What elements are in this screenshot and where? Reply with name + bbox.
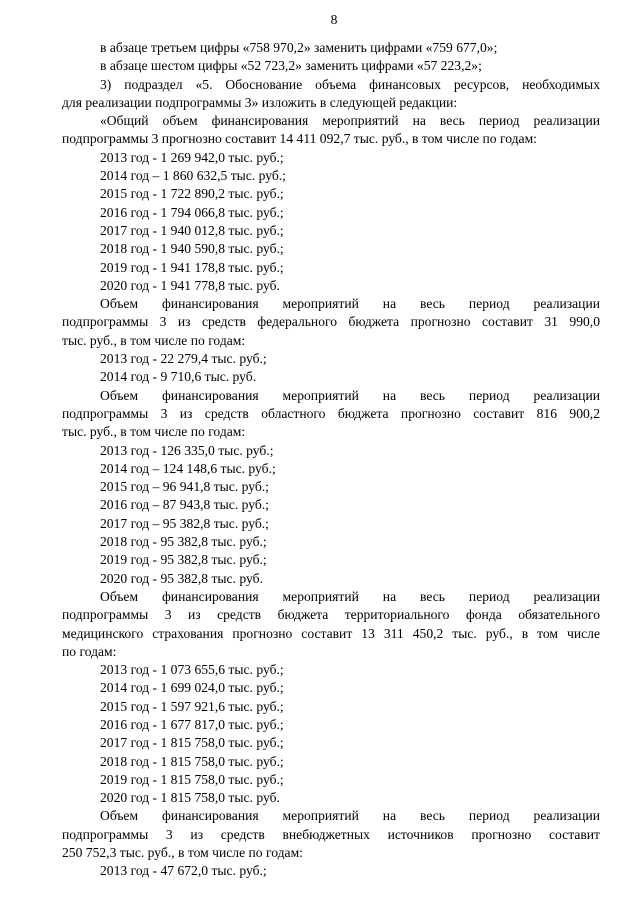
federal-line-2: подпрограммы 3 из средств федерального бюджета прогнозно составит 31 990,0 — [62, 314, 600, 330]
tfoms-year-2020: 2020 год - 1 815 758,0 тыс. руб. — [100, 790, 280, 806]
total-year-2019: 2019 год - 1 941 178,8 тыс. руб.; — [100, 259, 284, 275]
tfoms-line-1: Объем финансирования мероприятий на весь период реализации — [100, 588, 600, 604]
federal-line-3: тыс. руб., в том числе по годам: — [62, 332, 246, 348]
tfoms-year-2018: 2018 год - 1 815 758,0 тыс. руб.; — [100, 753, 284, 769]
amend-line-2: в абзаце шестом цифры «52 723,2» заменить цифрами «57 223,2»; — [100, 58, 482, 74]
document-page — [62, 0, 600, 881]
tfoms-line-2: подпрограммы 3 из средств бюджета территориального фонда обязательного — [62, 607, 600, 623]
tfoms-year-2013: 2013 год - 1 073 655,6 тыс. руб.; — [100, 662, 284, 678]
total-years-list — [62, 149, 600, 295]
regional-year-2019: 2019 год - 95 382,8 тыс. руб.; — [100, 552, 267, 568]
federal-years-list — [62, 350, 600, 387]
total-year-2013: 2013 год - 1 269 942,0 тыс. руб.; — [100, 149, 284, 165]
tfoms-year-2015: 2015 год - 1 597 921,6 тыс. руб.; — [100, 698, 284, 714]
subsection-line-1: 3) подраздел «5. Обоснование объема финансовых ресурсов, необходимых — [100, 76, 600, 92]
regional-year-2020: 2020 год - 95 382,8 тыс. руб. — [100, 570, 263, 586]
total-line-1: «Общий объем финансирования мероприятий на весь период реализации — [100, 113, 600, 129]
regional-year-2013: 2013 год - 126 335,0 тыс. руб.; — [100, 442, 274, 458]
total-year-2017: 2017 год - 1 940 012,8 тыс. руб.; — [100, 222, 284, 238]
regional-year-2015: 2015 год – 96 941,8 тыс. руб.; — [100, 479, 269, 495]
tfoms-years-list — [62, 661, 600, 807]
total-year-2020: 2020 год - 1 941 778,8 тыс. руб. — [100, 277, 280, 293]
regional-years-list — [62, 442, 600, 588]
regional-year-2018: 2018 год - 95 382,8 тыс. руб.; — [100, 534, 267, 550]
tfoms-year-2019: 2019 год - 1 815 758,0 тыс. руб.; — [100, 771, 284, 787]
extra-line-3: 250 752,3 тыс. руб., в том числе по годам: — [62, 845, 303, 861]
regional-line-1: Объем финансирования мероприятий на весь период реализации — [100, 387, 600, 403]
extra-years-list — [62, 862, 600, 880]
extra-line-2: подпрограммы 3 из средств внебюджетных источников прогнозно составит — [62, 826, 600, 842]
federal-year-2013: 2013 год - 22 279,4 тыс. руб.; — [100, 351, 267, 367]
total-year-2014: 2014 год – 1 860 632,5 тыс. руб.; — [100, 168, 286, 184]
amend-line-1: в абзаце третьем цифры «758 970,2» заменить цифрами «759 677,0»; — [100, 40, 498, 55]
tfoms-line-3: медицинского страхования прогнозно составит 13 311 450,2 тыс. руб., в том числе — [62, 625, 600, 641]
extra-year-2013: 2013 год - 47 672,0 тыс. руб.; — [100, 863, 267, 879]
regional-line-3: тыс. руб., в том числе по годам: — [62, 424, 246, 440]
federal-line-1: Объем финансирования мероприятий на весь период реализации — [100, 296, 600, 312]
subsection-line-2: для реализации подпрограммы 3» изложить в следующей редакции: — [62, 94, 458, 110]
page-number: 8 — [330, 12, 338, 27]
tfoms-year-2017: 2017 год - 1 815 758,0 тыс. руб.; — [100, 735, 284, 751]
regional-line-2: подпрограммы 3 из средств областного бюджета прогнозно составит 816 900,2 — [62, 405, 600, 421]
tfoms-year-2016: 2016 год - 1 677 817,0 тыс. руб.; — [100, 716, 284, 732]
total-year-2016: 2016 год - 1 794 066,8 тыс. руб.; — [100, 204, 284, 220]
federal-year-2014: 2014 год - 9 710,6 тыс. руб. — [100, 369, 257, 385]
regional-year-2016: 2016 год – 87 943,8 тыс. руб.; — [100, 497, 269, 513]
tfoms-year-2014: 2014 год - 1 699 024,0 тыс. руб.; — [100, 680, 284, 696]
tfoms-line-4: по годам: — [62, 643, 117, 659]
total-line-2: подпрограммы 3 прогнозно составит 14 411 092,7 тыс. руб., в том числе по годам: — [62, 131, 537, 147]
regional-year-2017: 2017 год – 95 382,8 тыс. руб.; — [100, 515, 269, 531]
extra-line-1: Объем финансирования мероприятий на весь период реализации — [100, 808, 600, 824]
total-year-2015: 2015 год - 1 722 890,2 тыс. руб.; — [100, 186, 284, 202]
total-year-2018: 2018 год - 1 940 590,8 тыс. руб.; — [100, 241, 284, 257]
regional-year-2014: 2014 год – 124 148,6 тыс. руб.; — [100, 460, 276, 476]
